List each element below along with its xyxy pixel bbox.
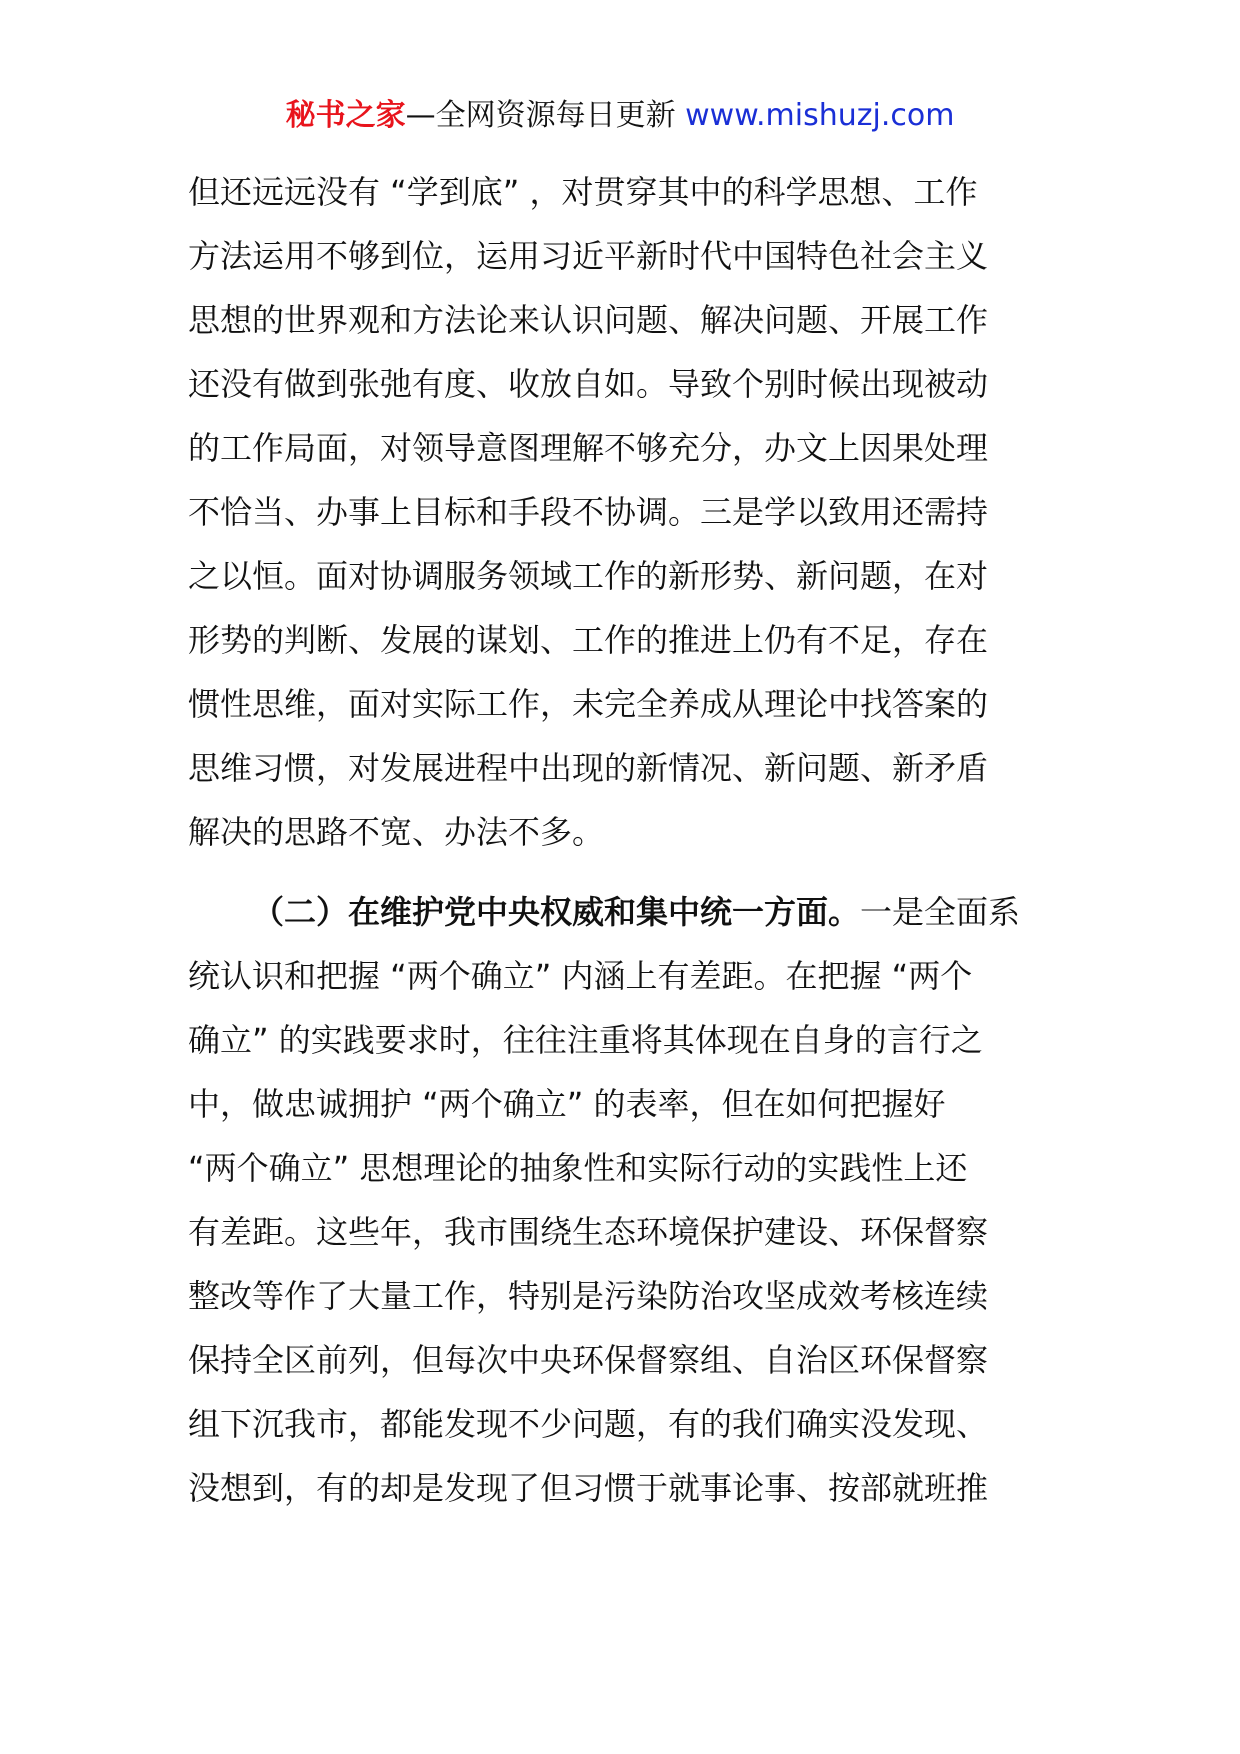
site-url-link[interactable]: www.mishuzj.com [685,98,955,133]
paragraph-gap [188,864,1058,880]
text-line: 惯性思维，面对实际工作，未完全养成从理论中找答案的 [188,685,989,723]
text-line: 保持全区前列，但每次中央环保督察组、自治区环保督察 [188,1341,989,1379]
site-brand: 秘书之家 [285,98,406,133]
document-body [188,160,1058,1520]
section-heading-rest: 一是全面系 [860,893,1021,931]
paragraph-1 [188,160,1058,864]
text-line: 解决的思路不宽、办法不多。 [188,813,605,851]
paragraph-2 [188,880,1058,1520]
text-line: 中，做忠诚拥护 “两个确立” 的表率，但在如何把握好 [188,1085,946,1123]
text-line: 方法运用不够到位，运用习近平新时代中国特色社会主义 [188,237,989,275]
site-header [0,96,1240,136]
text-line: 有差距。这些年，我市围绕生态环境保护建设、环保督察 [188,1213,989,1251]
text-line: 思想的世界观和方法论来认识问题、解决问题、开展工作 [188,301,989,339]
text-line: “两个确立” 思想理论的抽象性和实际行动的实践性上还 [188,1149,968,1187]
text-line: 不恰当、办事上目标和手段不协调。三是学以致用还需持 [188,493,989,531]
text-line: 整改等作了大量工作，特别是污染防治攻坚成效考核连续 [188,1277,989,1315]
text-line: 但还远远没有 “学到底” ，对贯穿其中的科学思想、工作 [188,173,978,211]
text-line: 统认识和把握 “两个确立” 内涵上有差距。在把握 “两个 [188,957,973,995]
text-line: 的工作局面，对领导意图理解不够充分，办文上因果处理 [188,429,989,467]
section-heading-line [188,880,1058,944]
text-line: 组下沉我市，都能发现不少问题，有的我们确实没发现、 [188,1405,989,1443]
text-line: 没想到，有的却是发现了但习惯于就事论事、按部就班推 [188,1469,989,1507]
site-tagline: —全网资源每日更新 [405,98,686,133]
text-line: 形势的判断、发展的谋划、工作的推进上仍有不足，存在 [188,621,989,659]
section-heading: （二）在维护党中央权威和集中统一方面。 [252,893,861,931]
text-line: 还没有做到张弛有度、收放自如。导致个别时候出现被动 [188,365,989,403]
text-line: 之以恒。面对协调服务领域工作的新形势、新问题，在对 [188,557,989,595]
text-line: 思维习惯，对发展进程中出现的新情况、新问题、新矛盾 [188,749,989,787]
text-line: 确立” 的实践要求时，往往注重将其体现在自身的言行之 [188,1021,983,1059]
